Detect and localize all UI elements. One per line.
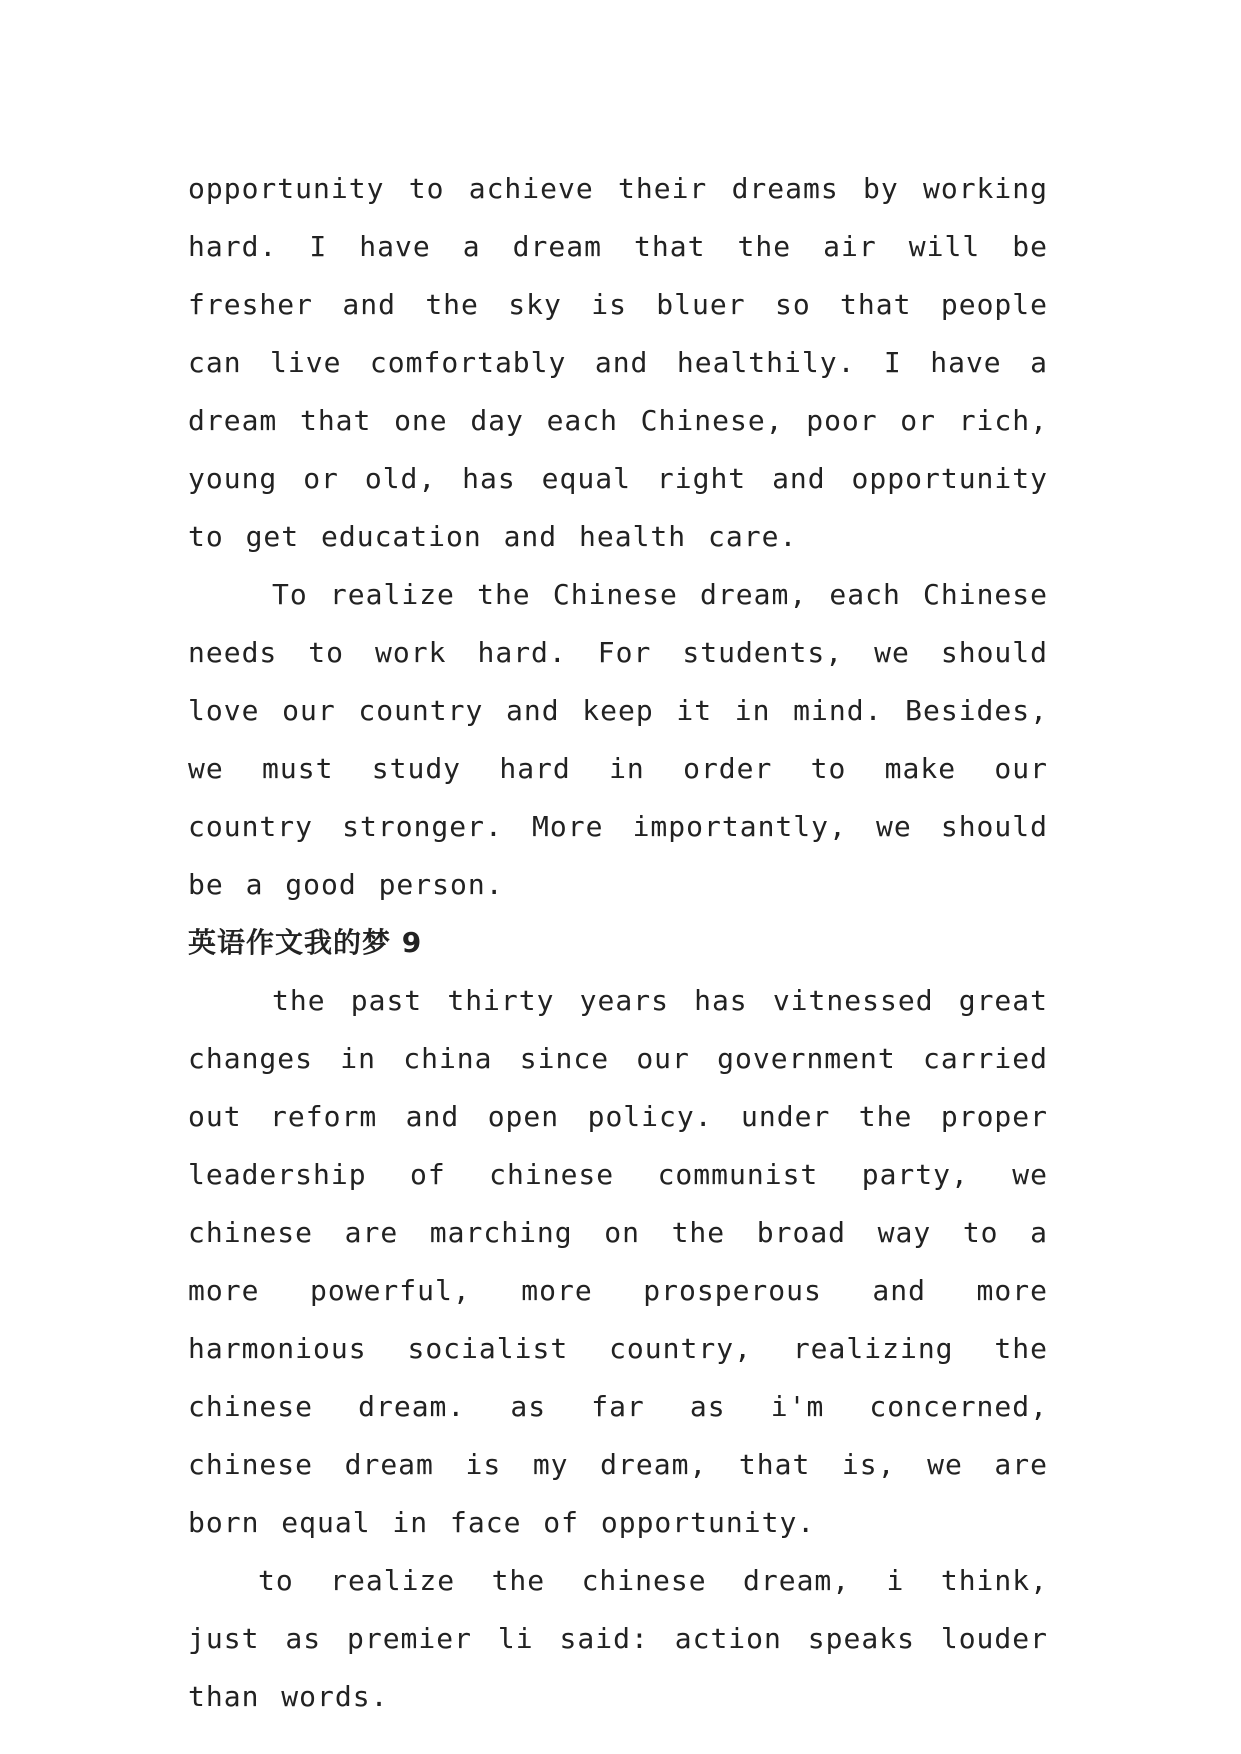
paragraph-continuation: opportunity to achieve their dreams by working hard. I have a dream that the air will be fresher and the sky is bluer so that people can live comfortably and healthily. I have a dream that one day each Chinese, poor or rich, young or old, has equal right and opportunity to get education and health care. [188, 172, 1048, 553]
document-page [188, 160, 1048, 1726]
section-heading: 英语作文我的梦 9 [188, 926, 423, 959]
paragraph-past-thirty-years: the past thirty years has vitnessed great changes in china since our government carried out reform and open policy. under the proper leadership of chinese communist party, we chinese are marching on the broad way to a more powerful, more prosperous and more harmonious socialist country, realizing the chinese dream. as far as i'm concerned, chinese dream is my dream, that is, we are born equal in face of opportunity. [188, 984, 1048, 1539]
paragraph-realize-dream: To realize the Chinese dream, each Chinese needs to work hard. For students, we should love our country and keep it in mind. Besides, we must study hard in order to make our country stronger. More importantly, we should be a good person. [188, 578, 1048, 901]
paragraph-action-speaks: to realize the chinese dream, i think, just as premier li said: action speaks louder than words. [188, 1564, 1048, 1713]
